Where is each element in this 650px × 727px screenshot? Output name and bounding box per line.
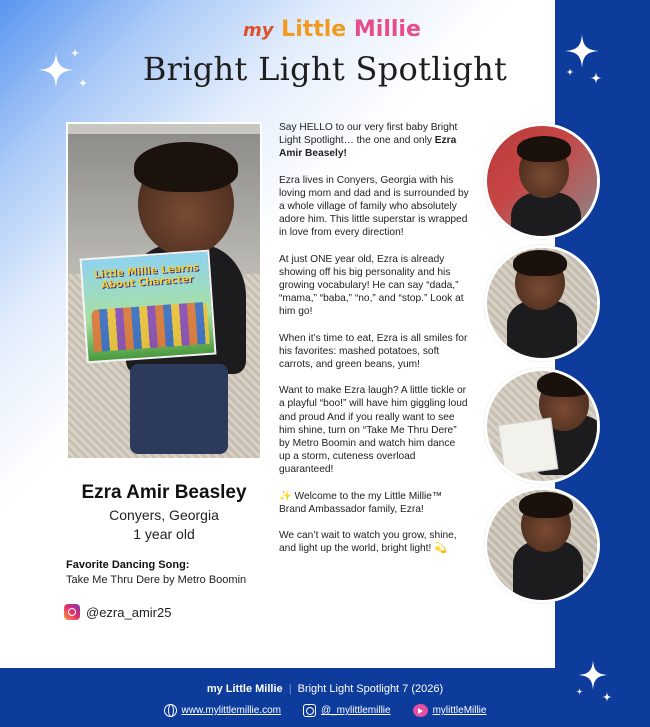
instagram-handle[interactable]: @ezra_amir25 <box>86 604 172 620</box>
brand-logo: my Little Millie <box>243 17 421 42</box>
circle-photo <box>484 245 600 361</box>
page-title: Bright Light Spotlight <box>142 50 508 88</box>
story-paragraph: Want to make Ezra laugh? A little tickle or a playful “boo!” will have him giggling loud and proud And if you really want to see him shine, turn on “Take Me Thru Dere” by Metro Boomin and watch him dance up a storm, cuteness overload guaranteed! <box>279 385 468 476</box>
logo-little: Little <box>281 17 347 42</box>
photo-hair <box>134 142 238 192</box>
sparkles-icon: ✨ <box>279 490 292 502</box>
held-book <box>79 250 216 364</box>
story-paragraph: When it’s time to eat, Ezra is all smiles for his favorites: mashed potatoes, soft carrots, and green beans, yum! <box>279 332 468 371</box>
story-paragraph: Ezra lives in Conyers, Georgia with his loving mom and dad and is surrounded by a whole village of family who absolutely adore him. This little superstar is wrapped in love from every direction! <box>279 174 469 239</box>
story-text <box>279 121 469 568</box>
footer-band <box>0 668 650 727</box>
favorite-song-label: Favorite Dancing Song: <box>66 559 190 571</box>
footer-edition: Bright Light Spotlight 7 (2026) <box>297 683 444 695</box>
child-city: Conyers, Georgia <box>109 507 219 523</box>
circle-photo <box>484 368 600 484</box>
story-paragraph-welcome: ✨ Welcome to the my Little Millie™ Brand Ambassador family, Ezra! <box>279 490 443 515</box>
dizzy-star-icon: 💫 <box>434 543 447 555</box>
globe-icon <box>164 704 177 717</box>
sparkle-icon <box>565 34 599 68</box>
child-name: Ezra Amir Beasley <box>81 482 247 503</box>
footer-links <box>0 704 650 717</box>
sparkle-icon <box>70 48 80 58</box>
sparkle-icon <box>78 78 88 88</box>
photo-jeans <box>130 364 228 454</box>
footer-separator: | <box>288 683 292 695</box>
footer-website-link[interactable]: www.mylittlemillie.com <box>164 704 281 717</box>
circle-photo <box>484 123 600 239</box>
instagram-handle-row[interactable] <box>64 604 171 620</box>
circle-photo <box>484 487 600 603</box>
book-illustration <box>91 302 210 352</box>
footer-brand: my Little Millie <box>206 683 283 695</box>
footer-youtube-link[interactable]: mylittleMillie <box>413 704 487 717</box>
main-photo <box>66 122 262 460</box>
sparkle-icon <box>566 68 574 76</box>
favorite-song: Take Me Thru Dere by Metro Boomin <box>66 574 247 586</box>
sparkle-icon <box>38 52 74 88</box>
footer-instagram-link[interactable]: @_mylittlemillie <box>303 704 391 717</box>
right-navy-band <box>555 0 650 727</box>
story-paragraph-intro: Say HELLO to our very first baby Bright Light Spotlight… the one and only Ezra Amir Beasely! <box>279 122 458 160</box>
instagram-icon <box>64 604 80 620</box>
story-paragraph: At just ONE year old, Ezra is already showing off his big personality and his growing vocabulary! He can say “dada,” “mama,” “baba,” “no,” and “stop.” Look at him go! <box>279 253 464 318</box>
child-age: 1 year old <box>133 526 195 542</box>
logo-millie: Millie <box>353 17 421 42</box>
book-title: Little Millie Learns About Character <box>93 262 200 292</box>
story-paragraph-closing: We can’t wait to watch you grow, shine, and light up the world, bright light! 💫 <box>279 530 457 555</box>
footer-credit <box>0 683 650 695</box>
sparkle-icon <box>590 72 602 84</box>
instagram-icon <box>303 704 316 717</box>
youtube-icon <box>413 704 428 717</box>
